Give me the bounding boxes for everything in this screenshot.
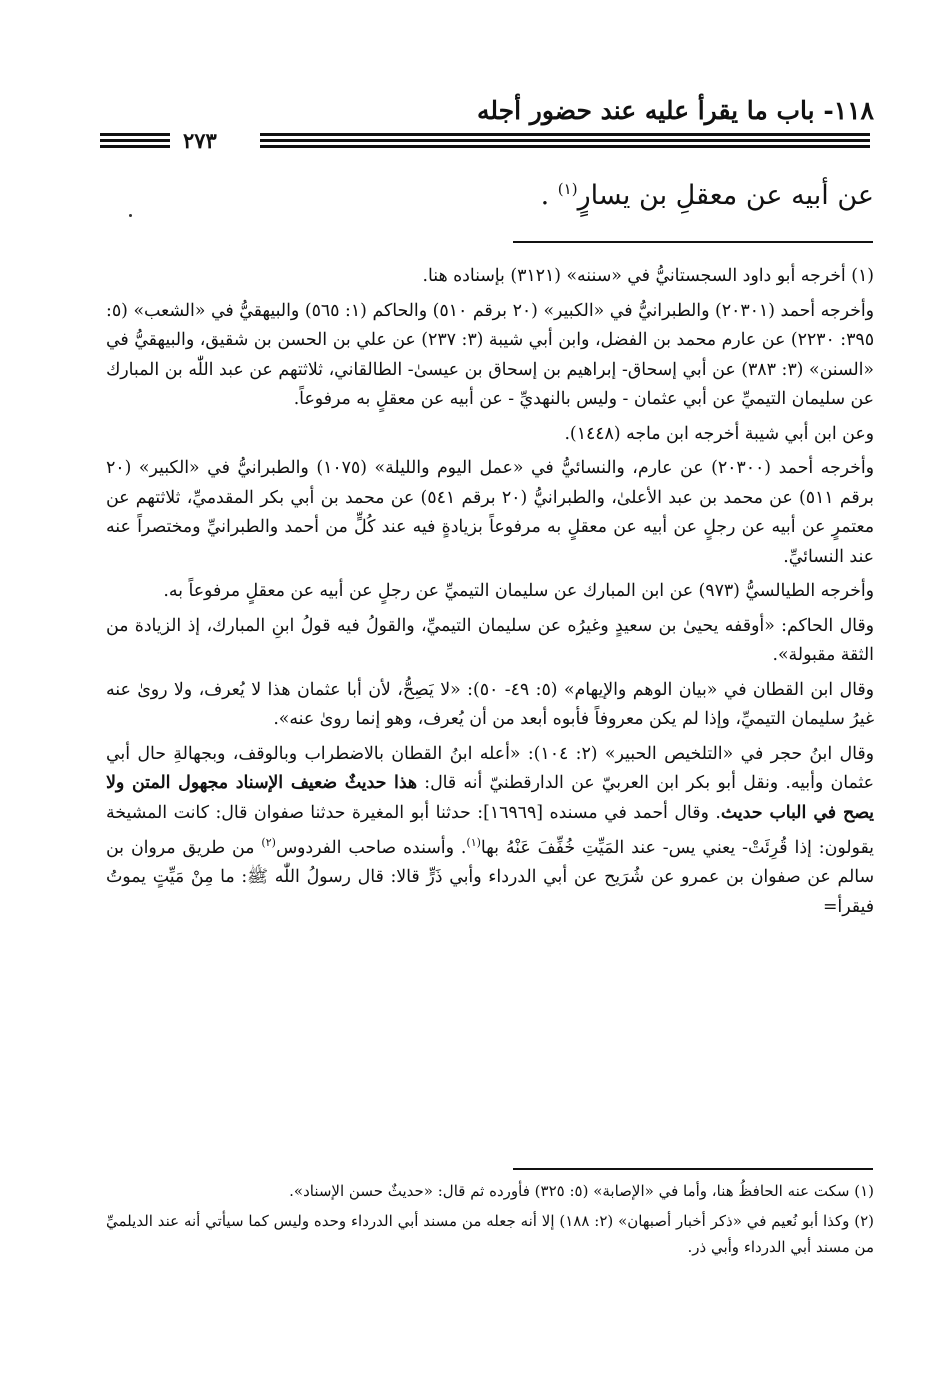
text-run: . وقال أحمد في مسنده [١٦٩٦٩]: حدثنا أبو المغيرة حدثنا صفوان قال: كانت المشيخة يقولون: إذا قُرِئَتْ- يعني يس- عند المَيِّتِ خُفِّفَ عَنْهُ بها (106, 802, 874, 858)
footnotes-divider (513, 1168, 873, 1170)
commentary-paragraph-last (106, 740, 874, 923)
commentary-paragraph: (١) أخرجه أبو داود السجستانيُّ في «سننه» (٣١٢١) بإسناده هنا. (422, 266, 874, 286)
footnote-ref[interactable]: (١) (557, 180, 578, 198)
main-text-body: عن أبيه عن معقلِ بن يسارٍ (577, 180, 874, 211)
commentary-paragraph: وعن ابن أبي شيبة أخرجه ابن ماجه (١٤٤٨). (564, 423, 874, 444)
footnote: (٢) وكذا أبو نُعيم في «ذكر أخبار أصبهان» (٢: ١٨٨) إلا أنه جعله من مسند أبي الدرداء وحده وليس كما سيأتي أنه عند الديلميِّ من مسند أبي الدرداء وأبي ذر. (106, 1212, 875, 1256)
chapter-title: ١١٨- باب ما يقرأ عليه عند حضور أجله (477, 96, 874, 125)
main-text-end: . (540, 180, 558, 211)
commentary (106, 262, 874, 927)
text-run: وقال ابنُ حجر في «التلخيص الحبير» (٢: ١٠٤): «أعله ابنُ القطان بالاضطراب وبالوقف، وبجهالةِ حال أبي عثمان وأبيه. ونقل أبو بكر ابن العربيّ عن الدارقطنيّ أنه قال: (106, 743, 874, 793)
footnote-ref[interactable]: (٢) (261, 836, 276, 849)
footnote-ref[interactable]: (١) (466, 836, 481, 849)
text-run: من طريق مروان بن سالم عن صفوان بن عمرو عن شُرَيح عن أبي الدرداء وأبي ذَرٍّ قالا: قال رسولُ اللّٰه ﷺ: ما مِنْ مَيِّتٍ يموتُ فيقرأ= (106, 837, 874, 917)
commentary-paragraph: وأخرجه أحمد (٢٠٣٠٠) عن عارم، والنسائيُّ في «عمل اليوم والليلة» (١٠٧٥) والطبرانيُّ في «الكبير» (٢٠ برقم ٥١١) عن محمد بن عبد الأعلىٰ، والطبرانيُّ (٢٠ برقم ٥٤١) عن محمد بن أبي بكر المقدميِّ، ثلاثتهم عن معتمرٍ عن أبيه عن رجلٍ عن أبيه عن معقلٍ به مرفوعاً بزيادةٍ فيه عند كُلٍّ من أحمد والطبرانيِّ ومختصراً عنه عند النسائيِّ. (106, 458, 874, 567)
notes-divider (513, 241, 873, 243)
page-speck (129, 214, 132, 217)
commentary-paragraph: وأخرجه الطيالسيُّ (٩٧٣) عن ابن المبارك عن سليمان التيميِّ عن رجلٍ عن أبيه عن معقلٍ مرفوعاً به. (163, 581, 874, 601)
page-number: ٢٧٣ (183, 128, 217, 153)
bold-quote: هذا حديثٌ ضعيف الإسناد مجهول المتن ولا يصح في الباب حديث (106, 773, 874, 823)
commentary-paragraph: وقال الحاكم: «أوقفه يحيىٰ بن سعيدٍ وغيرُه عن سليمان التيميِّ، والقولُ فيه قولُ ابنِ المبارك، إذ الزيادة من الثقة مقبولة». (106, 615, 874, 665)
main-text (541, 180, 874, 211)
footnotes (106, 1178, 874, 1264)
footnote: (١) سكت عنه الحافظُ هنا، وأما في «الإصابة» (٥: ٣٢٥) فأورده ثم قال: «حديثٌ حسن الإسناد». (289, 1182, 874, 1200)
commentary-paragraph: وأخرجه أحمد (٢٠٣٠١) والطبرانيُّ في «الكبير» (٢٠ برقم ٥١٠) والحاكم (١: ٥٦٥) والبيهقيُّ في «الشعب» (٥: ٣٩٥: ٢٢٣٠) عن عارم محمد بن الفضل، وابن أبي شيبة (٣: ٢٣٧) عن علي بن الحسن بن شقيق، والبيهقيُّ في «السنن» (٣: ٣٨٣) عن أبي إسحاق- إبراهيم بن إسحاق بن عيسىٰ- الطالقاني، ثلاثتهم عن عبد اللّٰه بن المبارك عن سليمان التيميِّ عن أبي عثمان - وليس بالنهديِّ - عن أبيه عن معقلٍ به مرفوعاً. (106, 300, 874, 409)
text-run: . وأسنده صاحب الفردوس (275, 837, 467, 858)
commentary-paragraph: وقال ابن القطان في «بيان الوهم والإيهام» (٥: ٤٩- ٥٠): «لا يَصِحُّ، لأن أبا عثمان هذا لا يُعرف، ولا روىٰ عنه غيرُ سليمان التيميِّ، وإذا لم يكن معروفاً فأبوه أبعد من أن يُعرف، وهو إنما روىٰ عنه». (106, 679, 874, 729)
